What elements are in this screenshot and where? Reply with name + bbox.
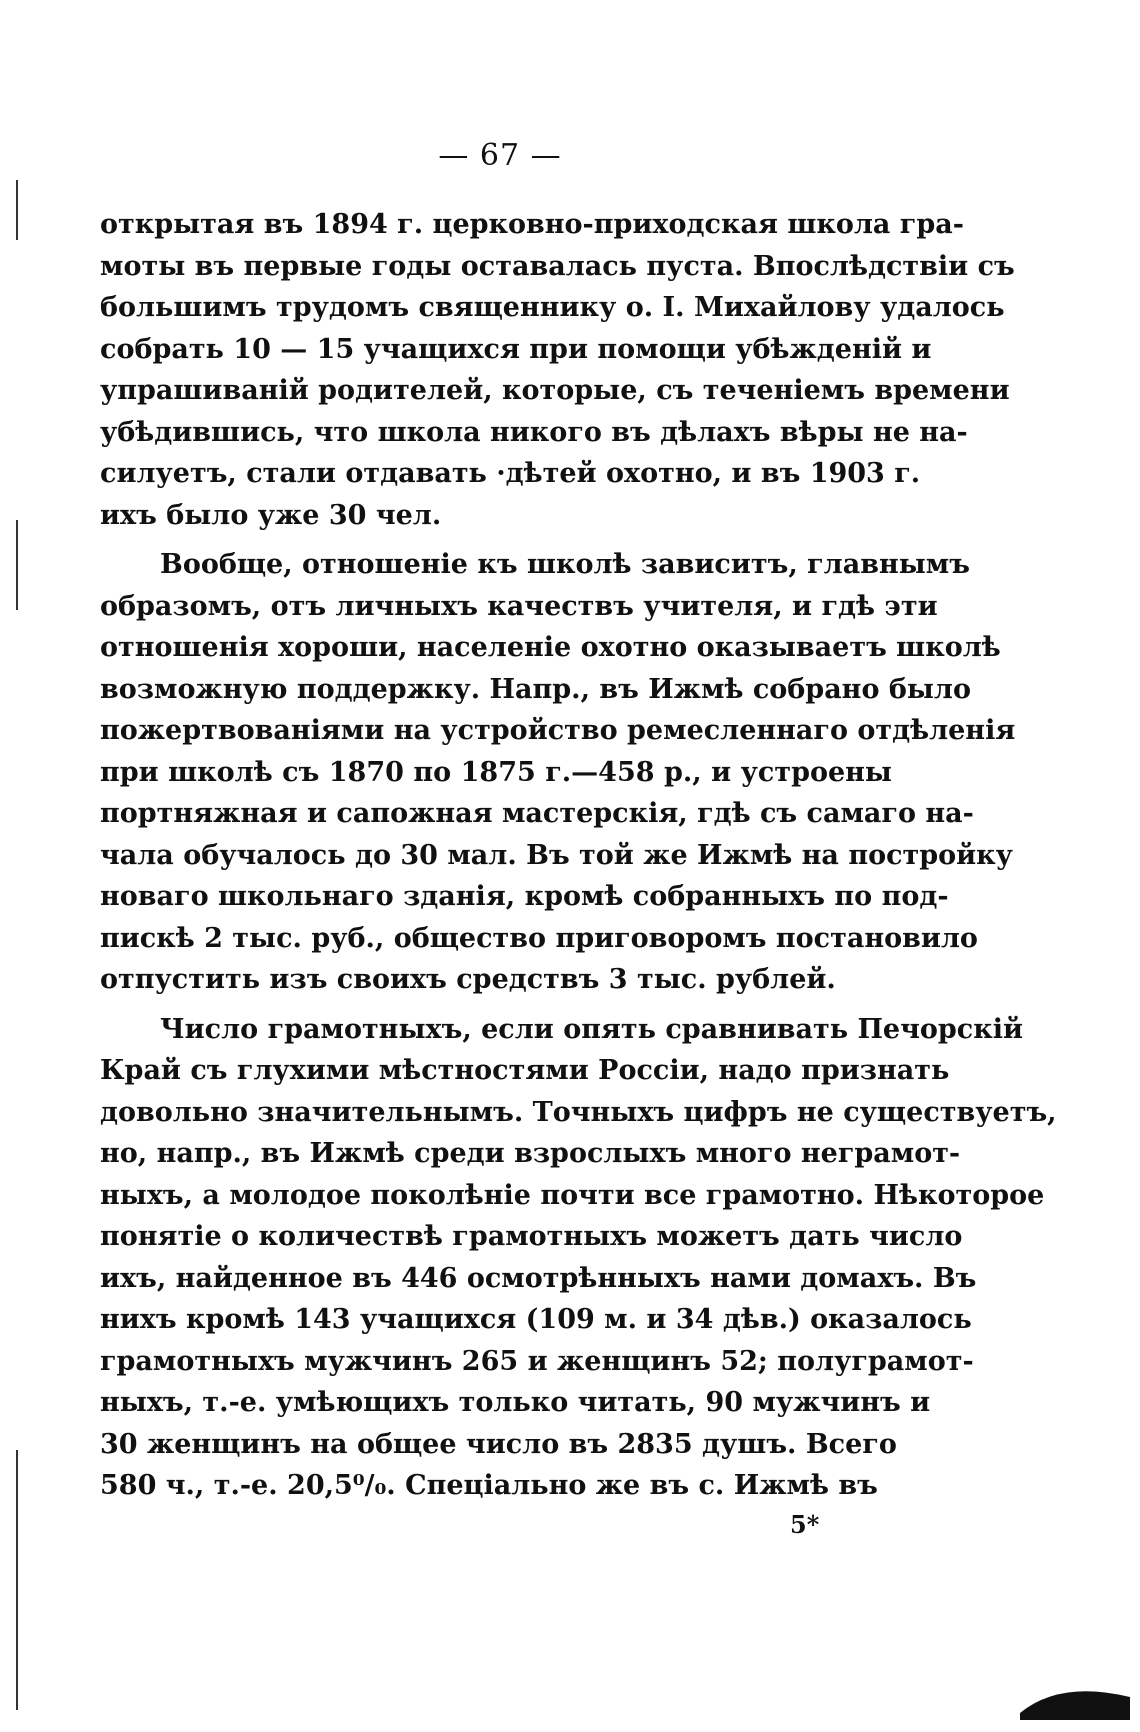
text-line: силуетъ, стали отдавать ·дѣтей охотно, и въ 1903 г. <box>100 458 921 489</box>
text-line: моты въ первые годы оставалась пуста. Впослѣдствіи съ <box>100 250 1015 282</box>
text-line: чала обучалось до 30 мал. Въ той же Ижмѣ на постройку <box>100 839 1013 871</box>
page-curl-shadow <box>1020 1675 1130 1720</box>
text-line: ихъ, найденное въ 446 осмотрѣнныхъ нами домахъ. Въ <box>100 1262 977 1294</box>
page-number: — 67 — <box>438 138 562 173</box>
text-line: Число грамотныхъ, если опять сравнивать Печорскій <box>160 1013 1023 1045</box>
text-line: пожертвованіями на устройство ремесленнаго отдѣленія <box>100 715 1016 746</box>
body-text <box>100 204 1057 1515</box>
text-line: портняжная и сапожная мастерскія, гдѣ съ самаго на- <box>100 798 974 829</box>
scan-edge-line <box>16 520 18 610</box>
text-line: понятіе о количествѣ грамотныхъ можетъ дать число <box>100 1221 963 1252</box>
text-line: ныхъ, т.-е. умѣющихъ только читать, 90 мужчинъ и <box>100 1387 931 1418</box>
text-line: ныхъ, а молодое поколѣніе почти все грамотно. Нѣкоторое <box>100 1179 1045 1211</box>
text-line: отпустить изъ своихъ средствъ 3 тыс. рублей. <box>100 964 836 995</box>
scan-edge-line <box>16 1450 18 1710</box>
text-line: Край съ глухими мѣстностями Россіи, надо признать <box>100 1055 950 1086</box>
text-line: Вообще, отношеніе къ школѣ зависитъ, главнымъ <box>160 549 970 580</box>
paragraph <box>100 544 1016 1001</box>
text-line: 580 ч., т.-е. 20,5⁰/₀. Спеціально же въ с. Ижмѣ въ <box>100 1470 878 1501</box>
text-line: ихъ было уже 30 чел. <box>100 499 442 531</box>
text-line: убѣдившись, что школа никого въ дѣлахъ вѣры не на- <box>100 416 968 448</box>
text-line: но, напр., въ Ижмѣ среди взрослыхъ много неграмот- <box>100 1138 961 1169</box>
text-line: новаго школьнаго зданія, кромѣ собранныхъ по под- <box>100 881 949 912</box>
text-line: открытая въ 1894 г. церковно-приходская школа гра- <box>100 209 964 240</box>
text-line: возможную поддержку. Напр., въ Ижмѣ собрано было <box>100 673 971 705</box>
text-line: отношенія хороши, населеніе охотно оказываетъ школѣ <box>100 632 1001 663</box>
text-line: нихъ кромѣ 143 учащихся (109 м. и 34 дѣв.) оказалось <box>100 1304 972 1335</box>
text-line: при школѣ съ 1870 по 1875 г.—458 р., и устроены <box>100 756 892 788</box>
text-line: большимъ трудомъ священнику о. І. Михайлову удалось <box>100 292 1005 323</box>
text-line: довольно значительнымъ. Точныхъ цифръ не существуетъ, <box>100 1096 1057 1128</box>
text-line: 30 женщинъ на общее число въ 2835 душъ. Всего <box>100 1428 897 1460</box>
paragraph <box>100 1009 1057 1507</box>
text-line: упрашиваній родителей, которые, съ теченіемъ времени <box>100 375 1010 406</box>
text-line: пискѣ 2 тыс. руб., общество приговоромъ постановило <box>100 922 978 954</box>
signature-mark: 5* <box>790 1510 820 1539</box>
text-line: собрать 10 — 15 учащихся при помощи убѣжденій и <box>100 333 932 365</box>
text-line: грамотныхъ мужчинъ 265 и женщинъ 52; полуграмот- <box>100 1345 974 1377</box>
paragraph <box>100 204 1015 536</box>
text-line: образомъ, отъ личныхъ качествъ учителя, и гдѣ эти <box>100 590 938 622</box>
scan-edge-line <box>16 180 18 240</box>
